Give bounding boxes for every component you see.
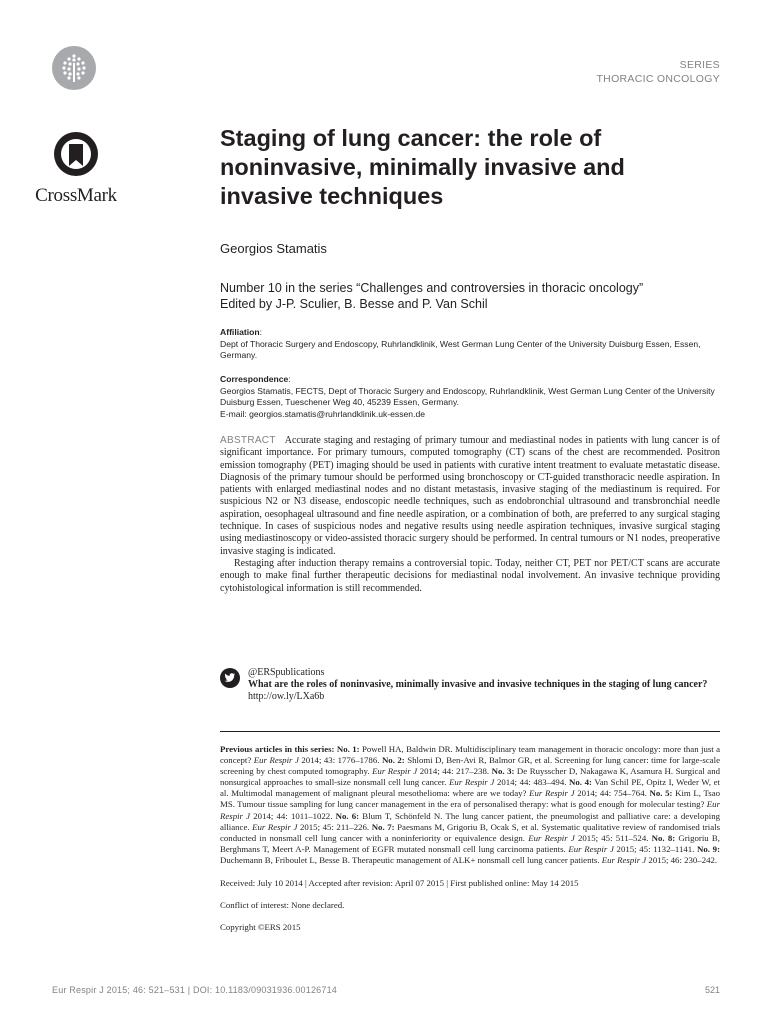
previous-article-text: De Ruysscher D, Nakagawa K, Asamura H. Surgical and nonsurgical approaches to small-size nonsmall cell lung cancer.: [220, 766, 720, 788]
previous-article-journal: Eur Respir J: [372, 766, 418, 777]
previous-article-journal: Eur Respir J: [601, 854, 647, 865]
conflict-of-interest: Conflict of interest: None declared.: [220, 900, 345, 910]
previous-article-citation: 2015; 45: 1132–1141.: [613, 843, 698, 854]
previous-article-journal: Eur Respir J: [449, 777, 495, 788]
previous-article-number: No. 5:: [649, 788, 673, 799]
tweet-question: What are the roles of noninvasive, minimally invasive and invasive techniques in the staging of lung cancer?: [248, 679, 708, 691]
previous-article-number: No. 3:: [491, 766, 515, 777]
previous-article-number: No. 8:: [651, 832, 676, 843]
series-label: SERIES: [679, 59, 720, 71]
previous-article-citation: 2014; 44: 754–764.: [574, 788, 650, 799]
previous-article-text: Van Schil PE, Opitz I, Weder W, et al. Multimodal management of malignant pleural mesothelioma: where are we today?: [220, 777, 720, 799]
previous-article-citation: 2015; 45: 511–524.: [574, 832, 652, 843]
series-note-line2: Edited by J-P. Sculier, B. Besse and P. Van Schil: [220, 297, 488, 311]
previous-articles: [220, 744, 720, 866]
abstract-paragraph-1: Accurate staging and restaging of primary tumour and mediastinal nodes in patients with lung cancer is of significant importance. For primary tumours, computed tomography (CT) scans of the chest are recommended. Positron emission tomography (PET) imaging should be used in patients with curative intent treatment to evaluate metastatic disease. Diagnosis of the primary tumour should be performed using bronchoscopy or CT-guided transthoracic needle aspiration. In patients with enlarged mediastinal nodes and no distant metastasis, invasive staging of the mediastinum is required. For suspicious N2 or N3 disease, endoscopic needle techniques, such as endobronchial ultrasound and transbronchial needle aspiration, oesophageal ultrasound and fine needle aspiration, or a combination of both, are preferred to any surgical staging technique. In cases of suspicious nodes and negative results using needle aspiration techniques, invasive surgical staging using mediastinoscopy or video-assisted thoracic surgery should be performed. In central tumours or N1 nodes, preoperative invasive staging is indicated.: [220, 435, 720, 557]
copyright: Copyright ©ERS 2015: [220, 922, 301, 932]
received-dates: Received: July 10 2014 | Accepted after revision: April 07 2015 | First published online: May 14 2015: [220, 878, 579, 888]
previous-article-journal: Eur Respir J: [529, 788, 575, 799]
footer-citation: Eur Respir J 2015; 46: 521–531 | DOI: 10.1183/09031936.00126714: [52, 985, 337, 995]
tweet-handle[interactable]: @ERSpublications: [248, 667, 325, 678]
correspondence-address: Georgios Stamatis, FECTS, Dept of Thoracic Surgery and Endoscopy, Ruhrlandklinik, West German Lung Center of the University Duisburg Essen, Tueschener Weg 40, 45239 Essen, Germany.: [220, 385, 715, 407]
section-divider: [220, 731, 720, 732]
correspondence-email[interactable]: E-mail: georgios.stamatis@ruhrlandklinik.uk-essen.de: [220, 408, 426, 419]
previous-article-text: Duchemann B, Friboulet L, Besse B. Therapeutic management of ALK+ nonsmall cell lung cancer patients.: [220, 854, 602, 865]
crossmark-label: CrossMark: [35, 185, 117, 206]
previous-article-number: No. 1:: [336, 744, 360, 754]
series-name: THORACIC ONCOLOGY: [596, 73, 720, 85]
previous-article-text: Blum T, Schönfeld N. The lung cancer patient, the pneumologist and palliative care: a developing alliance.: [220, 810, 720, 832]
previous-article-text: Shlomi D, Ben-Avi R, Balmor GR, et al. Screening for lung cancer: time for large-scale screening by chest computed tomography.: [220, 755, 720, 777]
previous-articles-lead: Previous articles in this series:: [220, 744, 335, 754]
abstract-keyword: ABSTRACT: [220, 435, 276, 446]
affiliation-text: Dept of Thoracic Surgery and Endoscopy, Ruhrlandklinik, West German Lung Center of the University Duisburg Essen, Essen, Germany.: [220, 338, 701, 360]
previous-article-text: Kim L, Tsao MS. Tumour tissue sampling for lung cancer management in the era of personalised therapy: what is good enough for molecular testing?: [220, 788, 720, 810]
correspondence-heading: Correspondence: [220, 374, 289, 384]
twitter-icon: [220, 668, 240, 688]
previous-article-citation: 2015; 46: 230–242.: [646, 854, 718, 865]
previous-article-number: No. 6:: [335, 810, 360, 821]
series-header: [596, 58, 720, 86]
article-title: Staging of lung cancer: the role of noninvasive, minimally invasive and invasive techniques: [220, 125, 625, 209]
previous-article-citation: 2014; 44: 483–494.: [494, 777, 570, 788]
previous-article-citation: 2014; 44: 1011–1022.: [250, 810, 336, 821]
previous-article-text: Grigoriu B, Berghmans T, Meert A-P. Management of EGFR mutated nonsmall cell lung carcinoma patients.: [220, 832, 720, 854]
crossmark-icon: [52, 130, 100, 178]
page-number: 521: [704, 985, 720, 995]
previous-article-journal: Eur Respir J: [253, 755, 299, 766]
previous-article-number: No. 9:: [697, 843, 720, 854]
previous-article-journal: Eur Respir J: [568, 843, 614, 854]
previous-article-journal: Eur Respir J: [252, 821, 298, 832]
previous-article-number: No. 2:: [381, 755, 405, 766]
crossmark-badge[interactable]: [28, 130, 124, 207]
previous-article-citation: 2014; 43: 1776–1786.: [298, 755, 382, 766]
abstract-paragraph-2: Restaging after induction therapy remains a controversial topic. Today, neither CT, PET nor PET/CT scans are accurate enough to make final further therapeutic decisions for mediastinal nodal involvement. An invasive technique providing cytohistological information is still recommended.: [220, 557, 720, 594]
previous-article-text: Powell HA, Baldwin DR. Multidisciplinary team management in thoracic oncology: more than just a concept?: [220, 744, 721, 766]
abstract: [220, 435, 720, 595]
ers-logo-icon: [52, 46, 96, 90]
correspondence-block: Correspondence: Georgios Stamatis, FECTS, Dept of Thoracic Surgery and Endoscopy, Ruhrlandklinik, West German Lung Center of the University Duisburg Essen, Tueschener Weg 40, 45239 Essen, Germany. E-mail: georgios.stamatis@ruhrlandklinik.uk-essen.de: [220, 374, 720, 420]
previous-article-number: No. 4:: [569, 777, 592, 788]
previous-article-number: No. 7:: [371, 821, 395, 832]
previous-article-citation: 2014; 44: 217–238.: [417, 766, 492, 777]
series-note: [220, 280, 643, 312]
series-note-line1: Number 10 in the series “Challenges and controversies in thoracic oncology”: [220, 281, 644, 295]
previous-article-journal: Eur Respir J: [220, 799, 720, 821]
tweet-block: [248, 667, 720, 704]
previous-article-citation: 2015; 45: 211–226.: [297, 821, 372, 832]
previous-article-journal: Eur Respir J: [528, 832, 575, 843]
affiliation-heading: Affiliation: [220, 327, 260, 337]
previous-article-text: Paesmans M, Grigoriu B, Ocak S, et al. Systematic qualitative review of randomised trials conducted in nonsmall cell lung cancer with a noninferiority or equivalence design.: [220, 821, 721, 843]
tweet-link[interactable]: http://ow.ly/LXa6b: [248, 691, 325, 703]
affiliation-block: Affiliation: Dept of Thoracic Surgery and Endoscopy, Ruhrlandklinik, West German Lung Center of the University Duisburg Essen, Essen, Germany.: [220, 327, 720, 362]
author-name: Georgios Stamatis: [220, 241, 327, 256]
